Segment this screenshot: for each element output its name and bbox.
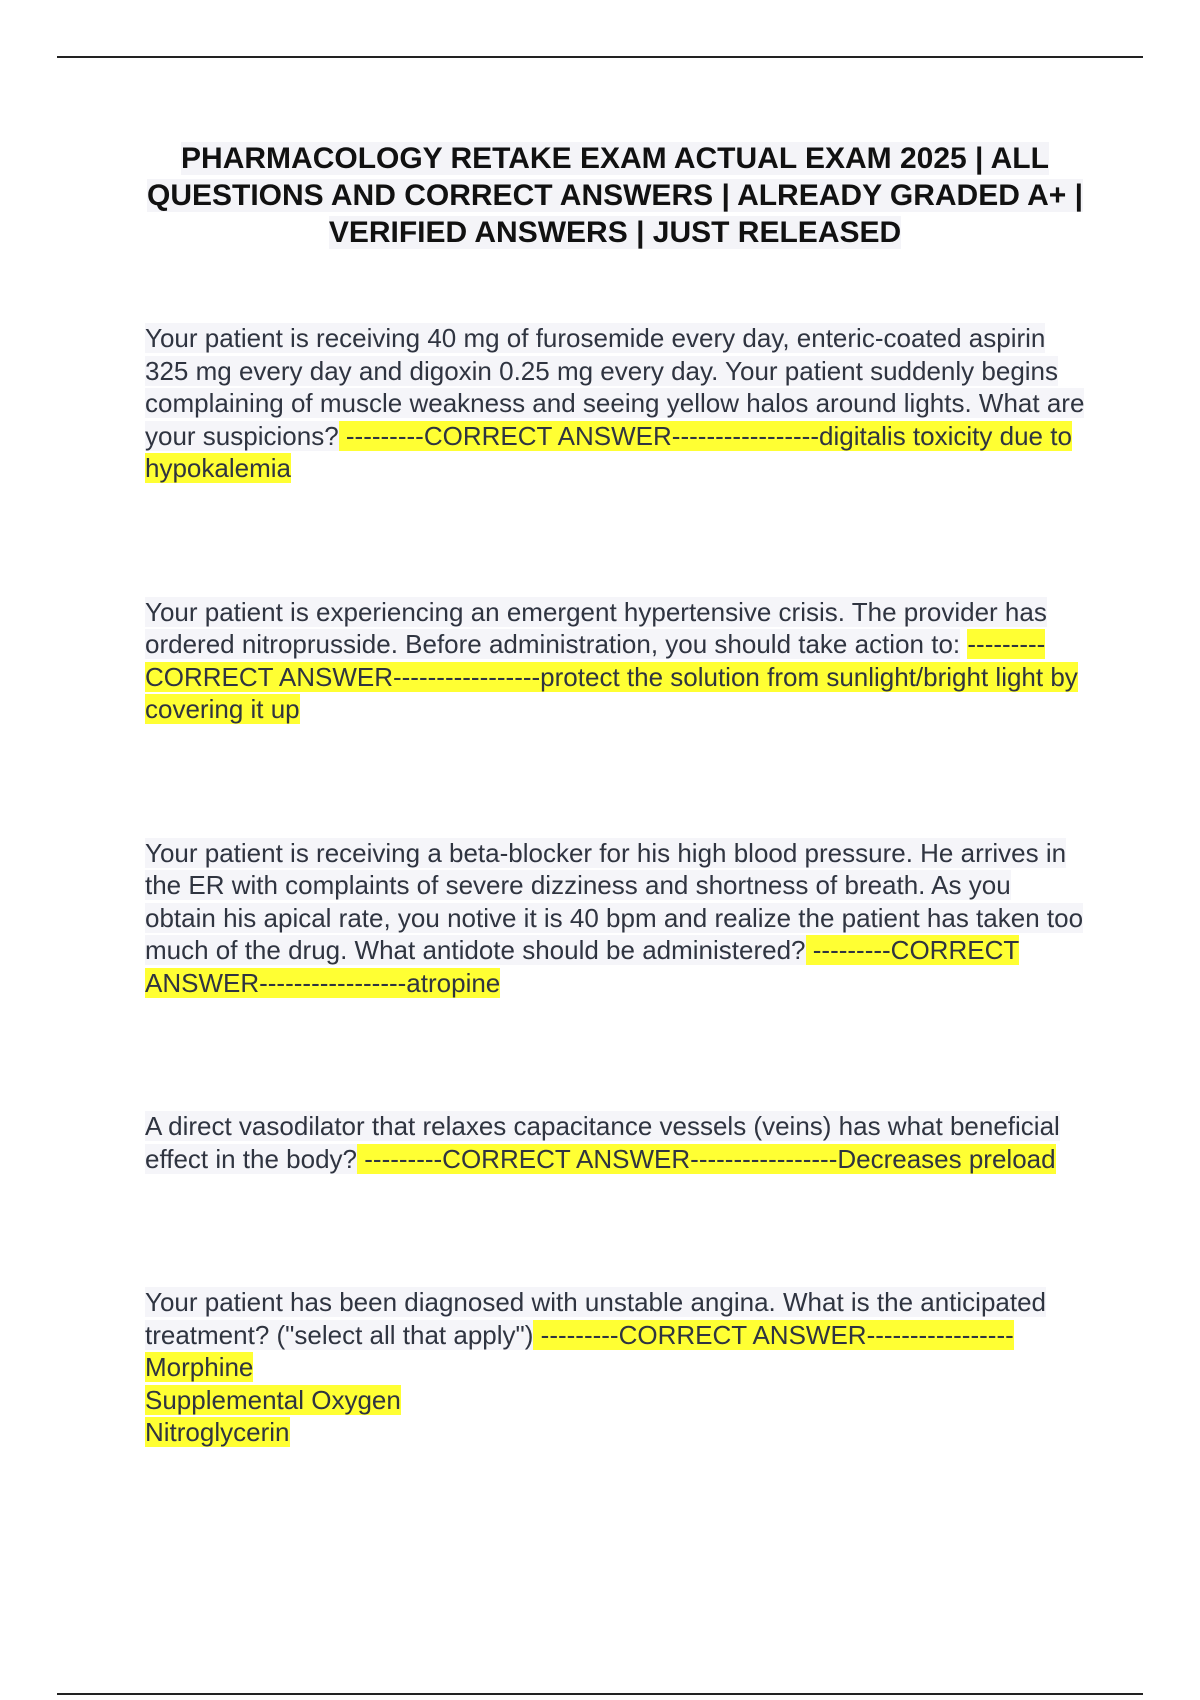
bottom-rule xyxy=(57,1693,1143,1695)
question-text: Your patient is receiving a beta-blocker for his high blood pressure. He arrives in the ER with complaints of severe dizziness and shortness of breath. As you obtain his apical rate, you notive it is 40 bpm and realize the patient has taken too much of the drug. What antidote should be administered? xyxy=(145,837,1084,965)
correct-answer: ---------CORRECT ANSWER-----------------atropine xyxy=(145,935,1020,998)
qa-item xyxy=(145,1286,1085,1449)
document-title xyxy=(145,140,1085,251)
question-text: Your patient is experiencing an emergent hypertensive crisis. The provider has ordered nitroprusside. Before administration, you should take action to: xyxy=(145,596,1047,659)
correct-answer: ---------CORRECT ANSWER-----------------protect the solution from sunlight/bright light by covering it up xyxy=(145,629,1078,724)
question-text: Your patient is receiving 40 mg of furosemide every day, enteric-coated aspirin 325 mg every day and digoxin 0.25 mg every day. Your patient suddenly begins complaining of muscle weakness and seeing yellow halos around lights. What are your suspicions? xyxy=(145,323,1085,451)
question-text: Your patient has been diagnosed with unstable angina. What is the anticipated treatment? ("select all that apply") xyxy=(145,1287,1047,1350)
correct-answer-line: Supplemental Oxygen xyxy=(145,1384,401,1415)
qa-item xyxy=(145,1110,1085,1175)
qa-item xyxy=(145,837,1085,1000)
qa-item xyxy=(145,322,1085,485)
correct-answer: ---------CORRECT ANSWER-----------------Morphine xyxy=(145,1319,1014,1382)
correct-answer: ---------CORRECT ANSWER-----------------digitalis toxicity due to hypokalemia xyxy=(145,420,1072,483)
question-text: A direct vasodilator that relaxes capacitance vessels (veins) has what beneficial effect in the body? xyxy=(145,1111,1060,1174)
correct-answer: ---------CORRECT ANSWER-----------------Decreases preload xyxy=(364,1143,1056,1174)
top-rule xyxy=(57,56,1143,58)
qa-item xyxy=(145,596,1085,726)
correct-answer-line: Nitroglycerin xyxy=(145,1417,290,1447)
document-title-text: PHARMACOLOGY RETAKE EXAM ACTUAL EXAM 2025 | ALL QUESTIONS AND CORRECT ANSWERS | ALREADY GRADED A+ | VERIFIED ANSWERS | JUST RELEASED xyxy=(146,142,1084,249)
document-body xyxy=(145,140,1085,1449)
